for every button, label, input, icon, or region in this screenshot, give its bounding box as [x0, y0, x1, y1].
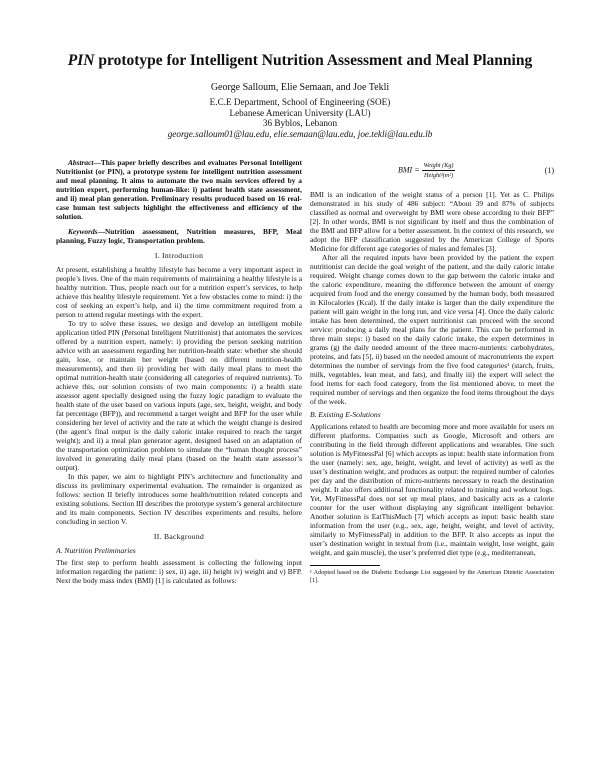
author-block [0, 83, 600, 140]
keywords-label: Keywords [68, 227, 98, 236]
keywords [56, 227, 302, 245]
equation-lhs: BMI = [398, 165, 420, 175]
bmi-paragraph: BMI is an indication of the weight status of a person [1]. Yet as C. Philips demonstrated in his study of 486 subject: “About 39 and 87% of subjects classified as normal and overweight by BMI were obese according to their BFP” [2]. In other words, BMI is not significant by itself and thus the combination of the BMI and BFP allow for a better assessment. In the context of this research, we adopt the BFP classification suggested by the American College of Sports Medicine for different age categories of males and females [3]. [310, 190, 554, 253]
existing-solutions-paragraph: Applications related to health are becoming more and more available for users on different platforms. Companies such as Google, Microsoft and others are contributing in the field through different applications and wearables. One such solution is MyFitnessPal [6] which accepts as input: health state information from the user (namely: sex, age, height, weight, and level of activity) as well as the user’s destination weight, and produces as output: the required number of calories per day and the distribution of micro-nutrients necessary to reach the destination weight. It also offers additional functionality related to training and workout logs. Yet, MyFitnessPal does not set up meal plans, and basically acts as a calorie counter for the user without displaying any significant intelligent behavior. Another solution is EatThisMuch [7] which accepts as input: basic health state information from the user (e.g., sex, age, height, weight, and level of activity, similarly to MyFitnessPal) in addition to the BFP. It also accepts as input the user’s destination weight in textual from (i.e., maintain weight, lose weight, gain weight, and gain muscle), the user’s preferred diet type (e.g., mediterranean, [310, 422, 554, 557]
abstract [56, 158, 302, 221]
equation-numerator: Weight (Kg) [423, 162, 454, 169]
caloric-paragraph: After all the required inputs have been provided by the patient the expert nutritionist can decide the goal weight of the patient, and the daily caloric intake required. Weight change comes down to the gap between the caloric intake and the caloric expenditure, meaning the difference between the amount of energy acquired from food and the energy consumed by the human body, both measured in Kilocalories (Kcal). If the daily intake is larger than the daily expenditure the patient will gain weight in the long run, and vice versa [4]. Once the daily caloric intake has been determined, the expert nutritionist can proceed with the second service: producing a daily meal plans for the patient. This can be performed in three main steps: i) based on the daily caloric intake, the expert determines in grams (g) the daily needed amount of the three macro-nutrients: carbohydrates, proteins, and fats [5], ii) based on the needed amount of macronutrients the expert determines the number of servings from the five food categories¹ (starch, fruits, milk, vegetables, lean meat, and fats), and finally iii) the expert will select the food items for each food category, from the list mentioned above, to meet the required number of servings and then organize the food items throughout the days of the week. [310, 253, 554, 406]
author-emails: george.salloum01@lau.edu, elie.semaan@lau.edu, joe.tekli@lau.edu.lb [167, 129, 433, 140]
subsection-heading-existing-e-solutions: B. Existing E-Solutions [310, 410, 381, 419]
equation-formula [398, 161, 455, 180]
abstract-text: —This paper briefly describes and evaluates Personal Intelligent Nutritionist (or PIN), a prototype system for intelligent nutrition assessment and meal planning. It aims to automate the two main services offered by a nutrition expert, performing human-like: i) patient health state assessment, and ii) meal plan generation. Preliminary results produced based on 16 real-case human test subjects highlight the effectiveness and efficiency of the solution. [56, 158, 302, 221]
bmi-equation [310, 160, 554, 182]
abstract-label: Abstract [68, 158, 94, 167]
keywords-text: —Nutrition assessment, Nutrition measures, BFP, Meal planning, Fuzzy logic, Transportation problem. [56, 227, 302, 245]
equation-fraction [422, 161, 456, 180]
section-heading-introduction: I. Introduction [154, 251, 204, 260]
author-department: E.C.E Department, School of Engineering (SOE) [209, 96, 391, 107]
paper-title [0, 52, 600, 70]
nutrition-paragraph: The first step to perform health assessment is collecting the following input information regarding the patient: i) sex, ii) age, iii) height iv) weight and v) BFP. Next the body mass index (BMI) [1] is calculated as follows: [56, 558, 302, 585]
title-system-name: PIN [67, 52, 95, 69]
author-names: George Salloum, Elie Semaan, and Joe Tekli [210, 82, 390, 93]
section-heading-background: II. Background [153, 532, 205, 541]
subsection-heading-nutrition-preliminaries: A. Nutrition Preliminaries [56, 546, 136, 555]
author-university: Lebanese American University (LAU) [229, 107, 371, 118]
footnote: ¹ Adopted based on the Diabetic Exchange List suggested by the American Dietetic Association [1]. [310, 569, 554, 584]
right-column [310, 160, 554, 584]
intro-paragraph-3: In this paper, we aim to highlight PIN’s architecture and functionality and discuss its preliminary experimental evaluation. The remainder is organized as follows: section II briefly introduces some health/nutrition related concepts and existing solutions. Section III describes the prototype system’s general architecture and its main components. Section IV describes experiments and results, before concluding in section V. [56, 472, 302, 526]
title-text: prototype for Intelligent Nutrition Assessment and Meal Planning [94, 52, 533, 69]
author-location: 36 Byblos, Lebanon [262, 118, 338, 129]
equation-number: (1) [544, 166, 554, 175]
equation-denominator: Height²(m²) [423, 172, 454, 179]
footnote-divider [310, 565, 380, 566]
intro-paragraph-2: To try to solve these issues, we design and develop an intelligent mobile application titled PIN (Personal Intelligent Nutritionist) that automates the services offered by a nutrition expert, namely: i) providing the person seeking nutrition advice with an assessment regarding her nutrition-health state: whether she should gain, lose, or maintain her weight (based on different nutrition-health measurements), and then ii) providing her with daily meal plans to meet the optimal nutrition-health state (considering all categories of required nutrients). To achieve this, our solution consists of two main components: i) a health state assessor agent specially designed using the fuzzy logic paradigm to evaluate the health state of the user based on various inputs (age, sex, height, weight, and body fat percentage (BFP)), and recommend a target weight and BFP for the user while considering her level of activity and the rate at which the weight change is desired (the agent’s final output is the daily caloric intake required to reach the target weight); and ii) a meal plan generator agent, designed based on an adaptation of the transportation optimization problem to simulate the “human thought process” involved in generating daily meal plans (based on the health state assessor’s output). [56, 319, 302, 472]
left-column [56, 158, 302, 585]
intro-paragraph-1: At present, establishing a healthy lifestyle has become a very important aspect in people’s lives. One of the main requirements of maintaining a healthy lifestyle is a healthy nutrition. Thus, people reach out for a nutrition expert’s services, to help achieve this healthy lifestyle requirement. Yet a few obstacles come to mind: i) the cost of seeking an expert’s help, and ii) the time commitment required from a person to attend regular meetings with the expert. [56, 265, 302, 319]
